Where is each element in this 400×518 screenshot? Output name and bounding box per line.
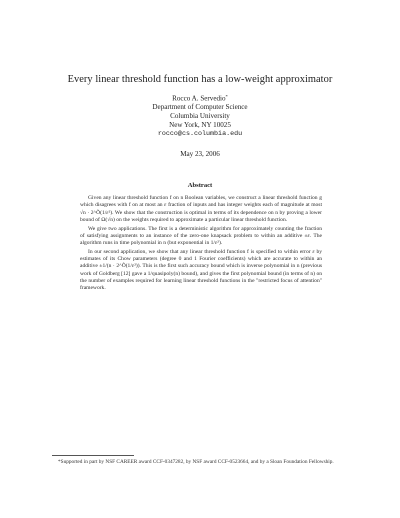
abstract-heading: Abstract <box>187 182 213 189</box>
affiliation-university: Columbia University <box>170 112 230 121</box>
paper-title: Every linear threshold function has a low-weight approximator <box>67 74 333 85</box>
affiliation-department: Department of Computer Science <box>152 103 248 112</box>
author-name: Rocco A. Servedio* <box>172 94 228 103</box>
abstract-paragraph-3: In our second application, we show that any linear threshold function f is specified to within error ε by estimates of its Chow parameters (degree 0 and 1 Fourier coefficients) which are accurate to within an additive ±1/(n · 2^Õ(1/ε²)). This is the first such accuracy bound which is inverse polynomial in n (previous work of Goldberg [12] gave a 1/quasipoly(n) bound), and gives the first polynomial bound (in terms of n) on the number of examples required for learning linear threshold functions in the "restricted focus of attention" framework. <box>80 248 322 292</box>
paper-date: May 23, 2006 <box>180 150 220 158</box>
affiliation-city: New York, NY 10025 <box>169 121 231 130</box>
abstract-paragraph-1: Given any linear threshold function f on n Boolean variables, we construct a linear threshold function g which disagrees with f on at most an ε fraction of inputs and has integer weights each of magnitude at most √n · 2^Õ(1/ε²). We show that the construction is optimal in terms of its dependence on n by proving a lower bound of Ω(√n) on the weights required to approximate a particular linear threshold function. <box>80 195 322 223</box>
footnote-text: *Supported in part by NSF CAREER award CCF-0347282, by NSF award CCF-0523664, and by a Sloan Foundation Fellowship. <box>58 459 334 465</box>
author-block <box>0 93 400 139</box>
abstract-paragraph-2: We give two applications. The first is a deterministic algorithm for approximately counting the fraction of satisfying assignments to an instance of the zero-one knapsack problem to within an additive ±ε. The algorithm runs in time polynomial in n (but exponential in 1/ε²). <box>80 225 322 247</box>
author-email[interactable]: rocco@cs.columbia.edu <box>157 130 243 139</box>
footnote-rule <box>52 455 134 456</box>
abstract-body <box>80 195 322 292</box>
author-footnote-mark: * <box>225 94 228 99</box>
